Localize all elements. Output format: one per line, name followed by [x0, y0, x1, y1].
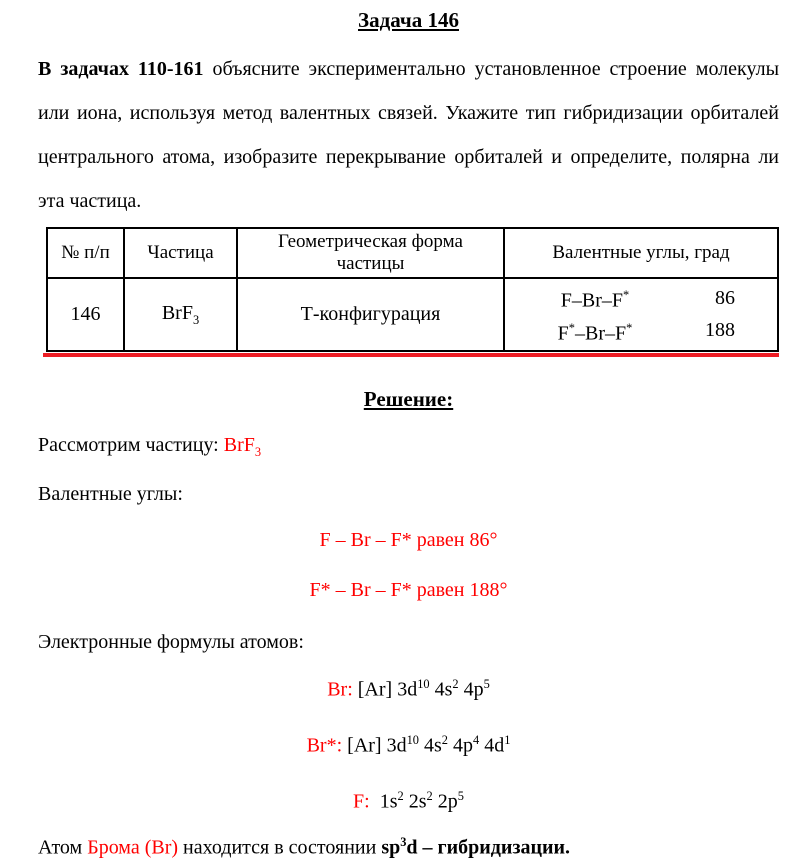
angle-equation: F – Br – F* равен 86°: [319, 529, 498, 552]
electron-config-br-excited: Br*: [Ar] $3d^{10}$ $4s^2$ $4p^4$ $4d^1$: [306, 732, 511, 757]
electron-formulas-label: Электронные формулы атомов:: [38, 631, 304, 654]
page-title: Задача 146: [358, 8, 459, 32]
hybridization-line: Атом Брома (Br) находится в состоянии $sp^3d$ – гибридизации.: [38, 835, 571, 859]
electron-config-br: Br: [Ar] $3d^{10}$ $4s^2$ $4p^5$: [327, 677, 490, 701]
angle-formula: F–Br–F*: [560, 288, 630, 312]
angle-formula: F*–Br–F*: [557, 320, 633, 345]
angle-value: 86: [715, 286, 735, 309]
cell-angles: [504, 278, 778, 351]
document-page: [0, 8, 807, 862]
problems-table: [46, 227, 779, 352]
intro-paragraph: В задачах 110-161 объясните экспериментально установленное строение молекулы или иона, используя метод валентных связей. Укажите тип гибридизации орбиталей центрального атома, изобразите перекрывание орбиталей и определите, полярна ли эта частица.: [38, 58, 780, 212]
angle-row: [505, 315, 777, 348]
header-angles: Валентные углы, град: [504, 228, 778, 278]
cell-number: 146: [47, 278, 124, 351]
header-shape-label: Геометрическая форма частицы: [278, 231, 463, 274]
angle-value: 188: [705, 319, 735, 342]
table-row: [47, 278, 778, 351]
angle-row: [505, 282, 777, 315]
solution-heading: Решение:: [363, 387, 454, 412]
valence-angles-label: Валентные углы:: [38, 483, 183, 506]
header-number: № п/п: [47, 228, 124, 278]
cell-particle: BrF$_3$: [124, 278, 237, 351]
cell-shape: Т-конфигурация: [237, 278, 504, 351]
header-shape: [237, 228, 504, 278]
table-header-row: [47, 228, 778, 278]
electron-config-f: F: $1s^2$ $2s^2$ $2p^5$: [353, 788, 464, 813]
header-particle: Частица: [124, 228, 237, 278]
red-divider: [43, 353, 779, 357]
consider-particle-line: Рассмотрим частицу: BrF$_3$: [38, 434, 262, 460]
angle-equation: F* – Br – F* равен 188°: [309, 579, 508, 602]
